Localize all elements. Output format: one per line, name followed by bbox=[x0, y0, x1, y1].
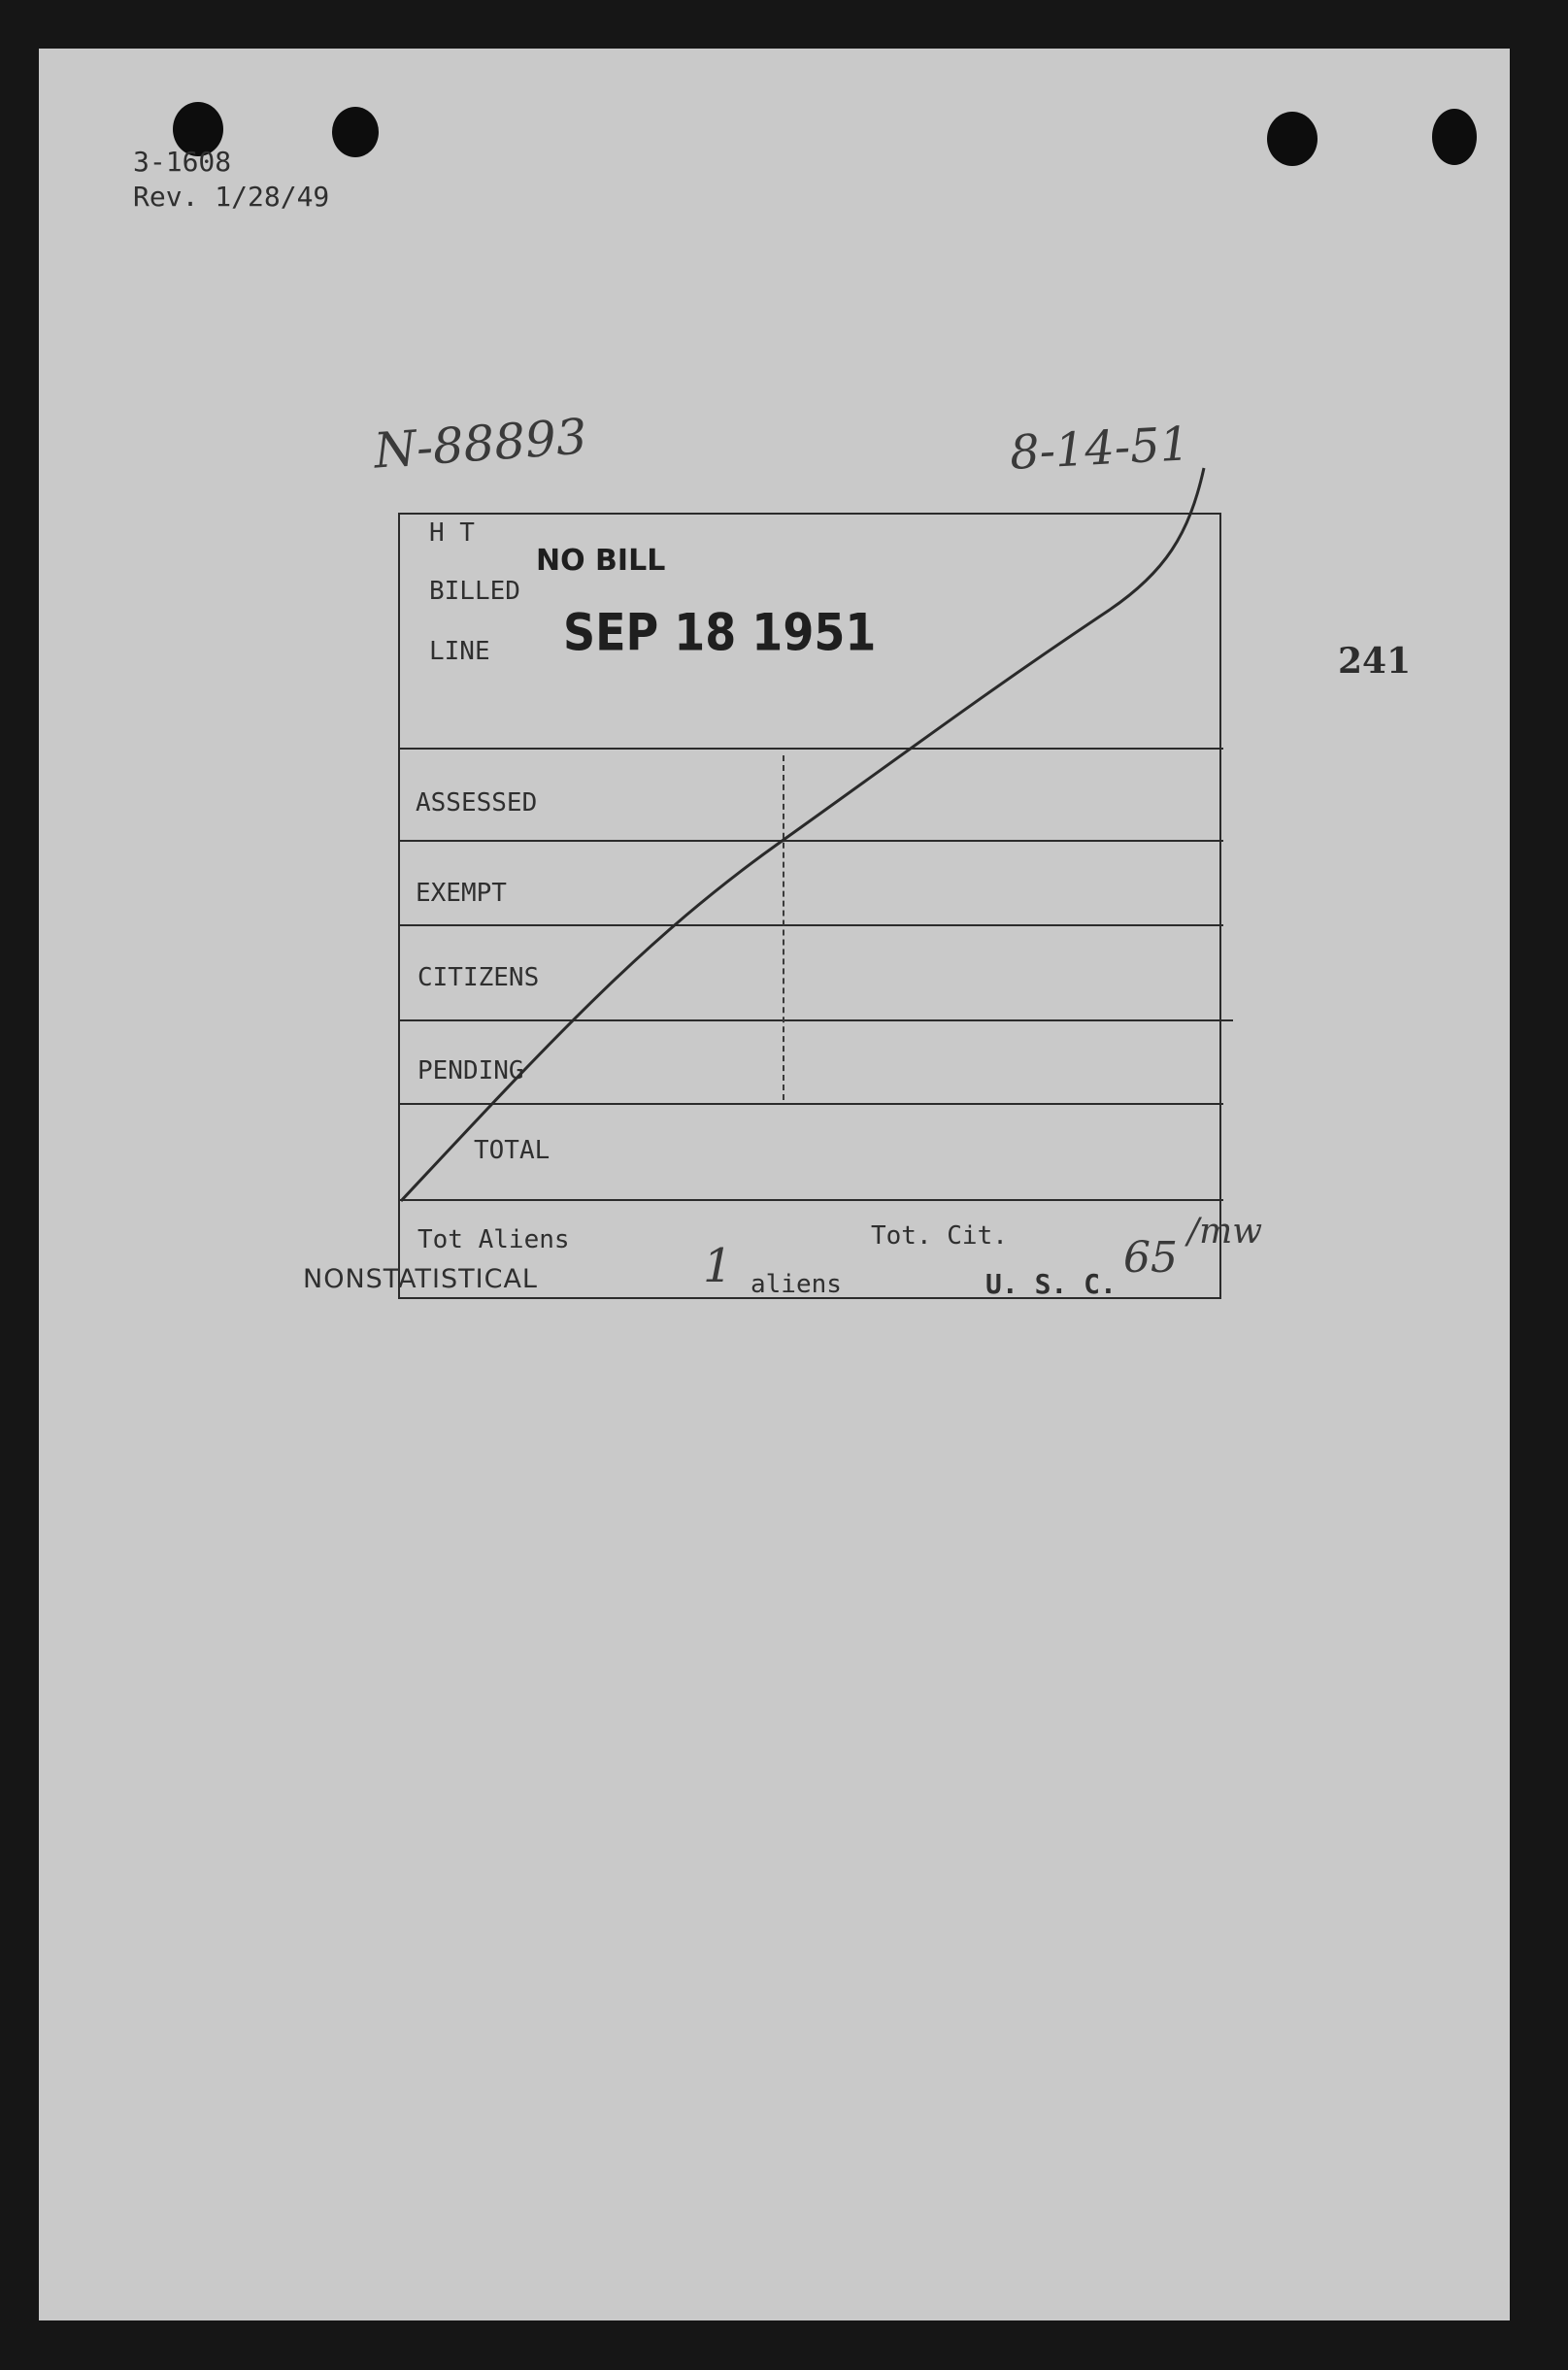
row-assessed: ASSESSED bbox=[416, 788, 538, 818]
tot-cit-label: Tot. Cit. bbox=[871, 1221, 1008, 1251]
nonstatistical-label: NONSTATISTICAL bbox=[303, 1264, 538, 1294]
row-total: TOTAL bbox=[474, 1136, 550, 1165]
form-revision: Rev. 1/28/49 bbox=[133, 181, 330, 213]
row-pending: PENDING bbox=[417, 1056, 524, 1085]
form-number: 3-1608 bbox=[133, 146, 232, 178]
usc-label: U. S. C. bbox=[985, 1268, 1117, 1300]
label-line: LINE bbox=[429, 637, 490, 666]
document-page bbox=[39, 49, 1510, 2320]
row-citizens: CITIZENS bbox=[417, 963, 540, 992]
no-bill-stamp: NO BILL bbox=[536, 544, 666, 578]
date-stamp: SEP 18 1951 bbox=[563, 601, 877, 663]
file-number: N-88893 bbox=[372, 408, 589, 480]
tot-cit-value: 65 bbox=[1123, 1233, 1178, 1283]
row-exempt: EXEMPT bbox=[416, 879, 507, 908]
label-ht: H T bbox=[429, 518, 475, 548]
label-billed: BILLED bbox=[429, 577, 520, 606]
tot-aliens-label: Tot Aliens bbox=[417, 1225, 570, 1254]
initials: /mw bbox=[1187, 1212, 1263, 1252]
aliens-label: aliens bbox=[751, 1270, 842, 1299]
handwritten-date: 8-14-51 bbox=[1008, 417, 1191, 481]
cancellation-line bbox=[39, 49, 1510, 2320]
tot-aliens-value: 1 bbox=[703, 1239, 733, 1293]
page-number: 241 bbox=[1338, 641, 1412, 682]
